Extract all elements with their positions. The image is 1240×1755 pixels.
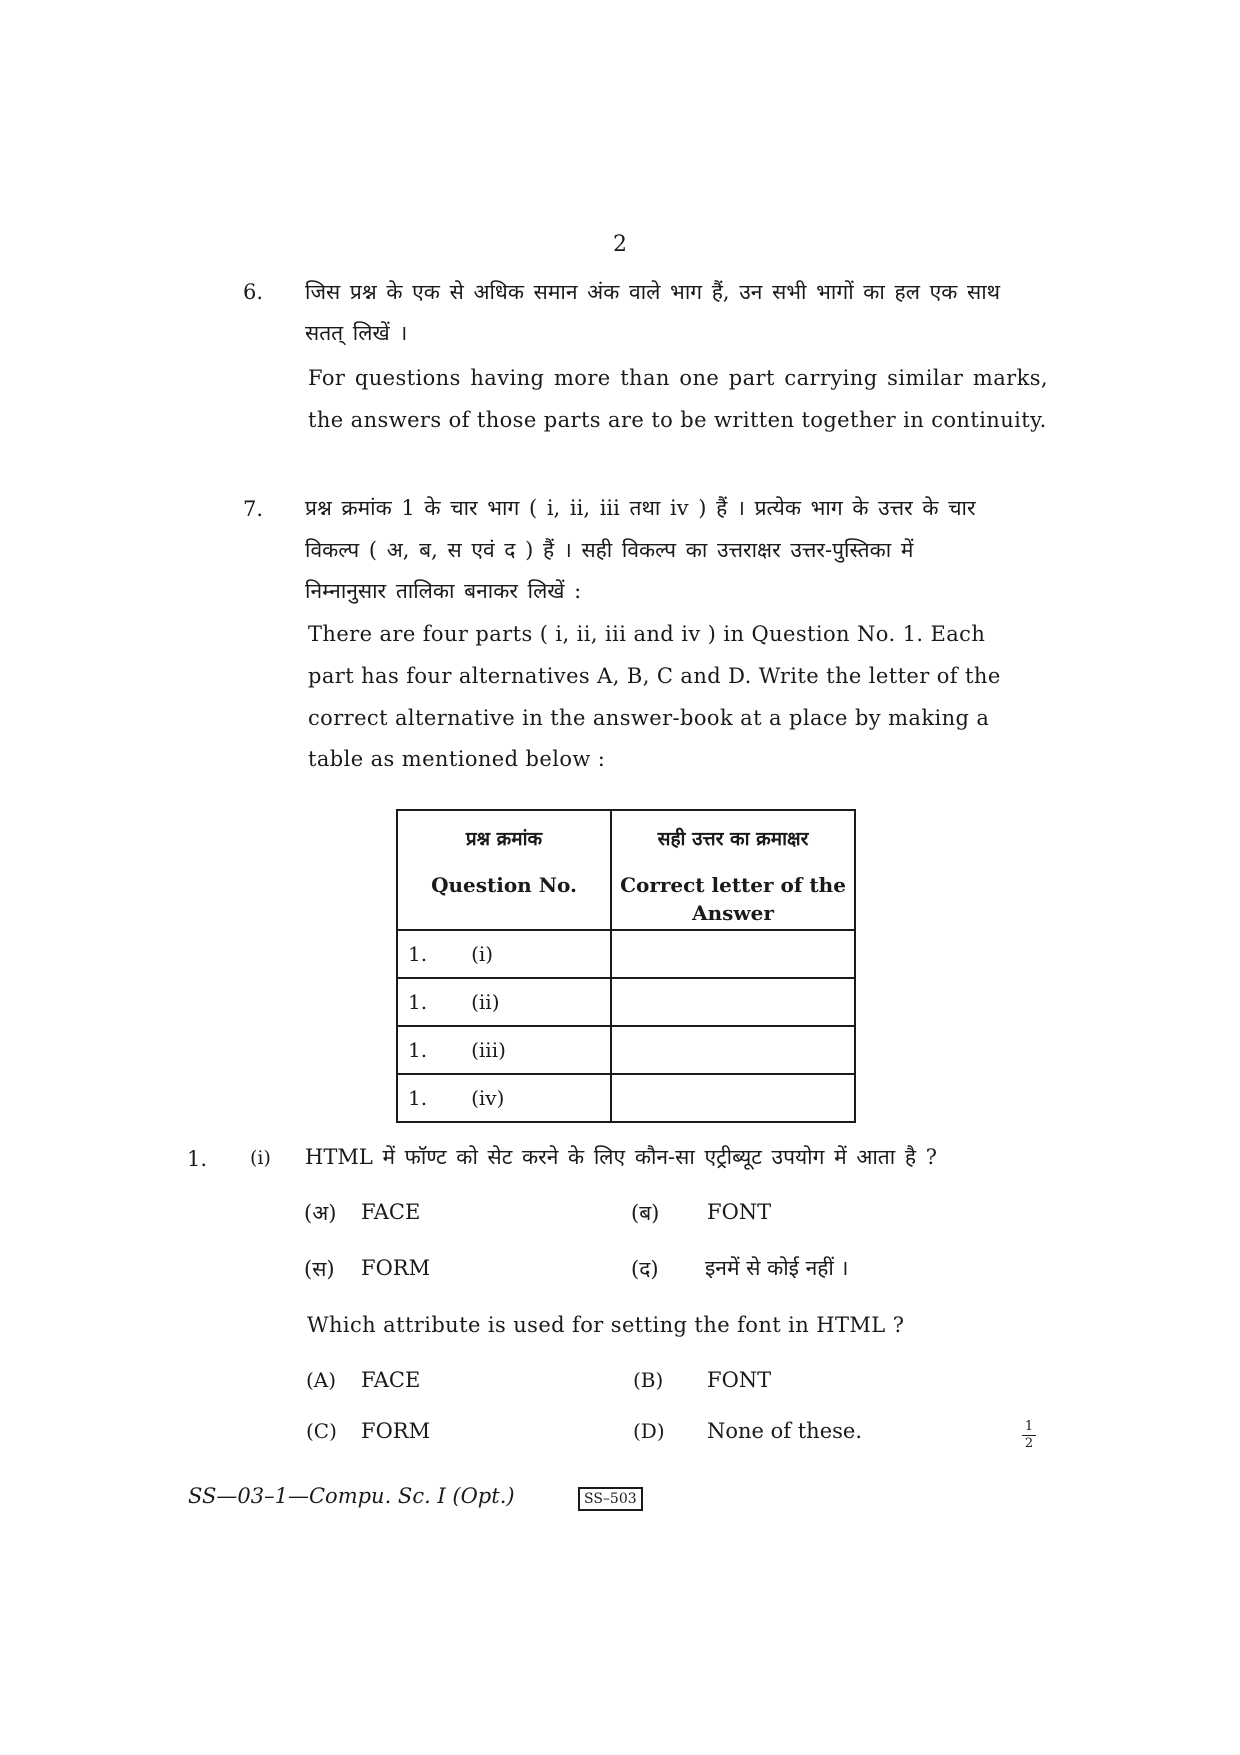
question-cell — [397, 978, 611, 1026]
question-number: 1. — [408, 942, 428, 966]
question-number: 1. — [408, 1086, 428, 1110]
instruction-7-hindi-line-1: प्रश्न क्रमांक 1 के चार भाग ( i, ii, iii तथा iv ) हैं । प्रत्येक भाग के उत्तर के चार — [305, 496, 976, 520]
question-part: (ii) — [471, 990, 500, 1014]
correct-letter-english: Correct letter of the Answer — [620, 873, 846, 925]
answer-cell — [611, 930, 855, 978]
instruction-7-number: 7. — [243, 497, 264, 521]
answer-cell — [611, 1026, 855, 1074]
hindi-option-text-a: FACE — [361, 1200, 421, 1224]
question-cell — [397, 1026, 611, 1074]
answer-table — [396, 809, 856, 1123]
question-1-part: (i) — [250, 1147, 271, 1169]
paper-code-box: SS–503 — [578, 1487, 643, 1511]
question-1-english-text: Which attribute is used for setting the font in HTML ? — [307, 1313, 905, 1337]
marks-numerator: 1 — [1024, 1419, 1034, 1434]
question-number: 1. — [408, 990, 428, 1014]
instruction-6-english: For questions having more than one part carrying similar marks, the answers of those parts are to be written together in continuity. — [308, 366, 1048, 432]
table-row — [397, 930, 855, 978]
marks-fraction — [1022, 1420, 1036, 1451]
answer-cell — [611, 1074, 855, 1122]
question-no-english: Question No. — [431, 873, 577, 897]
question-cell — [397, 930, 611, 978]
instruction-7-english-line-1: There are four parts ( i, ii, iii and iv ) in Question No. 1. Each — [308, 622, 986, 646]
instruction-6-number: 6. — [243, 280, 264, 304]
paper-code: SS—03–1—Compu. Sc. I (Opt.) — [188, 1484, 515, 1508]
correct-letter-hindi: सही उत्तर का क्रमाक्षर — [657, 828, 809, 850]
table-row — [397, 1074, 855, 1122]
marks-denominator: 2 — [1024, 1436, 1034, 1451]
table-row — [397, 978, 855, 1026]
instruction-7-english-line-3: correct alternative in the answer-book at a place by making a — [308, 706, 990, 730]
instruction-7-hindi-line-2: विकल्प ( अ, ब, स एवं द ) हैं । सही विकल्प का उत्तराक्षर उत्तर-पुस्तिका में — [305, 538, 914, 562]
hindi-option-label-c: (स) — [304, 1257, 335, 1281]
question-part: (iv) — [471, 1086, 505, 1110]
english-option-label-d: (D) — [633, 1419, 665, 1443]
question-part: (i) — [471, 942, 494, 966]
hindi-option-label-b: (ब) — [631, 1201, 660, 1225]
instruction-7-hindi-line-3: निम्नानुसार तालिका बनाकर लिखें : — [305, 579, 582, 603]
english-option-label-a: (A) — [306, 1368, 337, 1392]
question-cell — [397, 1074, 611, 1122]
instruction-7-english-line-2: part has four alternatives A, B, C and D. Write the letter of the — [308, 664, 1001, 688]
question-no-hindi: प्रश्न क्रमांक — [465, 828, 543, 850]
answer-table-header — [397, 810, 855, 930]
english-option-label-c: (C) — [306, 1419, 337, 1443]
correct-letter-header — [611, 810, 855, 930]
answer-cell — [611, 978, 855, 1026]
english-option-text-a: FACE — [361, 1368, 421, 1392]
instruction-6-hindi-line-1: जिस प्रश्न के एक से अधिक समान अंक वाले भाग हैं, उन सभी भागों का हल एक साथ — [305, 280, 1001, 304]
hindi-option-text-d: इनमें से कोई नहीं । — [705, 1256, 849, 1280]
instruction-7-english-line-4: table as mentioned below : — [308, 747, 606, 771]
question-1-hindi-text: HTML में फॉण्ट को सेट करने के लिए कौन-सा एट्रीब्यूट उपयोग में आता है ? — [305, 1145, 937, 1169]
hindi-option-label-a: (अ) — [304, 1201, 337, 1225]
question-part: (iii) — [471, 1038, 506, 1062]
english-option-label-b: (B) — [633, 1368, 664, 1392]
question-no-header — [397, 810, 611, 930]
hindi-option-label-d: (द) — [631, 1257, 659, 1281]
question-number: 1. — [408, 1038, 428, 1062]
english-option-text-c: FORM — [361, 1419, 431, 1443]
question-1-number: 1. — [187, 1147, 208, 1171]
hindi-option-text-b: FONT — [707, 1200, 772, 1224]
english-option-text-d: None of these. — [707, 1419, 863, 1443]
instruction-6-hindi-line-2: सतत् लिखें । — [305, 321, 408, 345]
table-row — [397, 1026, 855, 1074]
hindi-option-text-c: FORM — [361, 1256, 431, 1280]
english-option-text-b: FONT — [707, 1368, 772, 1392]
page-number: 2 — [613, 232, 627, 257]
